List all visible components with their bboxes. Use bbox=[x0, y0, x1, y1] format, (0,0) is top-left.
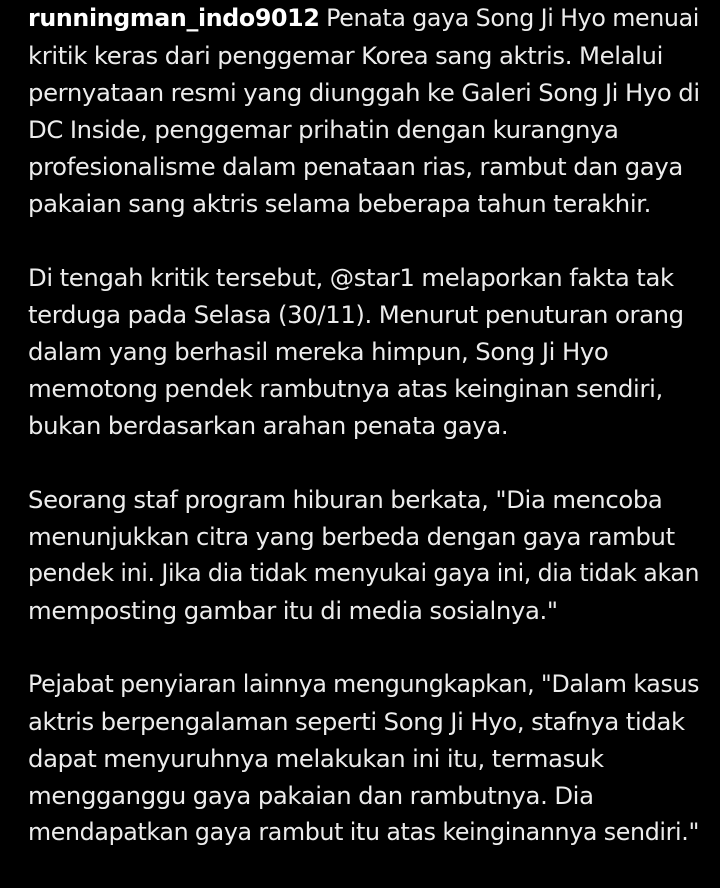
caption-line: memposting gambar itu di media sosialnya." bbox=[28, 596, 558, 625]
caption-line: pernyataan resmi yang diunggah ke Galeri Song Ji Hyo di bbox=[28, 78, 700, 107]
caption-paragraph-3 bbox=[28, 481, 700, 629]
caption-line: Di tengah kritik tersebut, @star1 melaporkan fakta tak bbox=[28, 263, 674, 292]
caption-line: kritik keras dari penggemar Korea sang aktris. Melalui bbox=[28, 41, 663, 70]
caption-paragraph-2 bbox=[28, 259, 700, 444]
post-caption bbox=[28, 0, 700, 888]
caption-line: Seorang staf program hiburan berkata, "Dia mencoba bbox=[28, 485, 663, 514]
caption-line: DC Inside, penggemar prihatin dengan kurangnya bbox=[28, 115, 619, 144]
caption-line: dapat menyuruhnya melakukan ini itu, termasuk bbox=[28, 744, 604, 773]
caption-line: pendek ini. Jika dia tidak menyukai gaya ini, dia tidak akan bbox=[28, 559, 700, 587]
caption-line: mengganggu gaya pakaian dan rambutnya. Dia bbox=[28, 781, 594, 810]
caption-line: dalam yang berhasil mereka himpun, Song Ji Hyo bbox=[28, 337, 609, 366]
caption-line: pakaian sang aktris selama beberapa tahun terakhir. bbox=[28, 189, 652, 218]
caption-paragraph-4 bbox=[28, 666, 700, 851]
caption-first-line bbox=[28, 0, 700, 37]
caption-text: Penata gaya Song Ji Hyo menuai bbox=[326, 4, 699, 32]
caption-line: terduga pada Selasa (30/11). Menurut penuturan orang bbox=[28, 300, 684, 329]
caption-line: memotong pendek rambutnya atas keinginan sendiri, bbox=[28, 374, 663, 403]
caption-line: aktris berpengalaman seperti Song Ji Hyo, stafnya tidak bbox=[28, 707, 685, 736]
caption-line: menunjukkan citra yang berbeda dengan gaya rambut bbox=[28, 522, 675, 551]
username-link[interactable]: runningman_indo9012 bbox=[28, 4, 320, 32]
caption-line: Pejabat penyiaran lainnya mengungkapkan, "Dalam kasus bbox=[28, 670, 700, 698]
caption-line: bukan berdasarkan arahan penata gaya. bbox=[28, 411, 509, 440]
caption-line: mendapatkan gaya rambut itu atas keinginannya sendiri." bbox=[28, 818, 700, 846]
caption-paragraph-1 bbox=[28, 0, 700, 222]
caption-line: profesionalisme dalam penataan rias, rambut dan gaya bbox=[28, 152, 683, 181]
